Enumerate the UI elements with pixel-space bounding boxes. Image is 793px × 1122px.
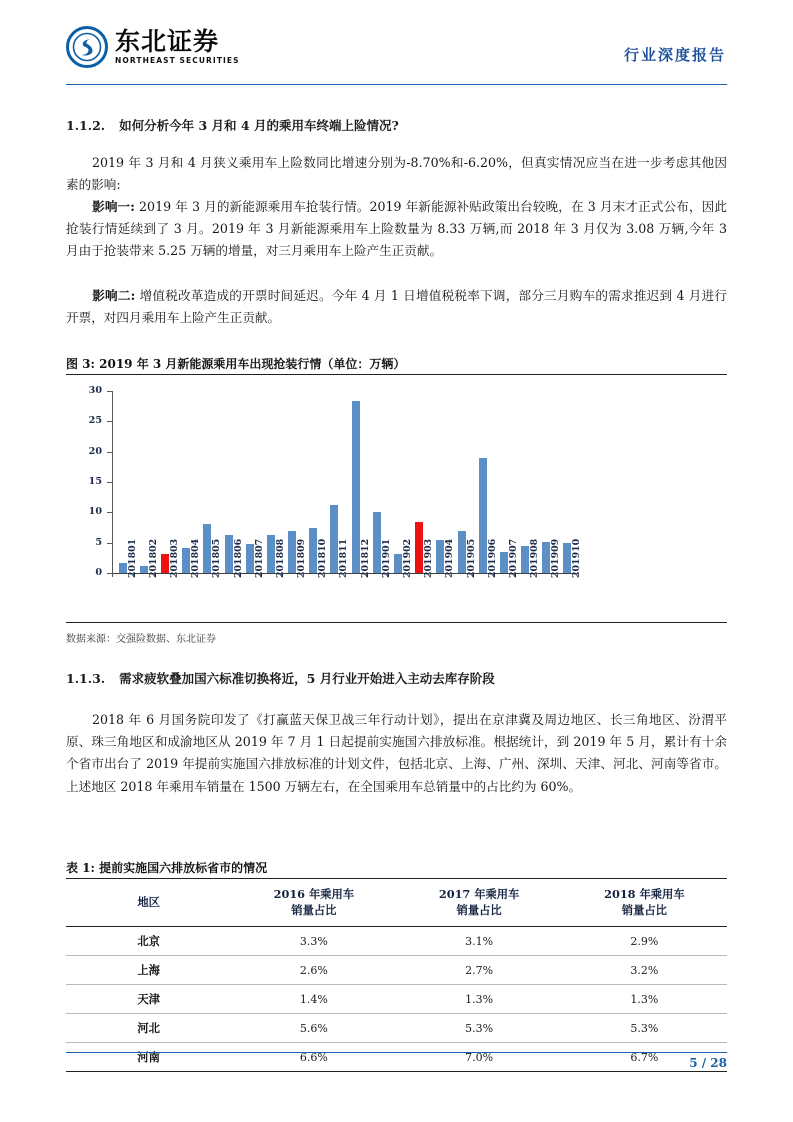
table-header-row — [66, 879, 727, 927]
column-header-2018-line1: 2018 年乘用车 — [604, 887, 685, 901]
column-header-2016-line1: 2016 年乘用车 — [273, 887, 355, 901]
table-1 — [66, 879, 727, 1071]
chart-x-tick-label: 201905 — [465, 538, 477, 578]
chart-x-tick — [430, 573, 431, 577]
chart-bar — [458, 531, 466, 573]
chart-x-tick — [409, 573, 410, 577]
section-heading-112 — [66, 116, 399, 134]
chart-bar — [225, 535, 233, 573]
column-header-2017-line2: 销量占比 — [456, 903, 502, 917]
chart-x-tick — [260, 573, 261, 577]
company-logo — [66, 26, 240, 68]
chart-x-tick-label: 201803 — [168, 538, 180, 578]
table-cell-y2016: 5.6% — [231, 1014, 396, 1043]
chart-x-tick — [557, 573, 558, 577]
chart-y-tick — [107, 482, 113, 483]
paragraph-2-text: 2019 年 3 月的新能源乘用车抢装行情。2019 年新能源补贴政策出台较晚，在 3 月末才正式公布，因此抢装行情延续到了 3 月。2019 年 3 月新能源乘用车上险数量为 8.33 万辆,而 2018 年 3 月仅为 3.08 万辆,今年 3 月由于抢装带来 5.25 万辆的增量，对三月乘用车上险产生正贡献。 — [66, 199, 727, 259]
chart-x-tick — [112, 573, 113, 577]
table-cell-y2017: 5.3% — [397, 1014, 562, 1043]
column-header-2018-line2: 销量占比 — [621, 903, 667, 917]
column-header-2018 — [562, 879, 727, 927]
chart-x-tick — [514, 573, 515, 577]
chart-x-tick-label: 201805 — [211, 538, 223, 578]
exhibit-3-top-rule — [66, 374, 727, 375]
chart-bar — [373, 512, 381, 573]
table-1-bottom-rule — [66, 1071, 727, 1072]
table-cell-y2018: 2.9% — [562, 927, 727, 956]
section-heading-113 — [66, 669, 495, 687]
chart-bar — [500, 552, 508, 573]
column-header-2016 — [231, 879, 396, 927]
chart-bar — [394, 554, 402, 573]
table-cell-y2017: 1.3% — [397, 985, 562, 1014]
chart-y-tick — [107, 512, 113, 513]
table-cell-region: 河北 — [66, 1014, 231, 1043]
chart-x-tick-label: 201904 — [444, 538, 456, 578]
chart-bar — [288, 531, 296, 573]
table-cell-region: 北京 — [66, 927, 231, 956]
paragraph-3-label: 影响二: — [92, 288, 136, 303]
chart-x-tick-label: 201901 — [380, 538, 392, 578]
chart-bar — [161, 554, 169, 573]
paragraph-2-label: 影响一: — [92, 199, 135, 214]
northeast-securities-logo-icon — [66, 26, 108, 68]
chart-bar — [246, 544, 254, 573]
chart-x-tick-label: 201807 — [253, 538, 265, 578]
chart-x-tick — [133, 573, 134, 577]
table-cell-y2016: 2.6% — [231, 956, 396, 985]
column-header-2017-line1: 2017 年乘用车 — [438, 887, 520, 901]
paragraph-1 — [66, 152, 727, 196]
table-cell-y2017: 7.0% — [397, 1043, 562, 1072]
chart-y-tick-label: 10 — [88, 506, 102, 518]
chart-y-tick-label: 20 — [88, 445, 102, 457]
chart-bar — [267, 535, 275, 573]
chart-x-tick — [176, 573, 177, 577]
chart-bar — [140, 566, 148, 573]
table-cell-y2017: 3.1% — [397, 927, 562, 956]
table-row — [66, 1014, 727, 1043]
chart-x-tick — [493, 573, 494, 577]
footer-divider — [66, 1052, 727, 1053]
table-row — [66, 956, 727, 985]
chart-x-tick — [472, 573, 473, 577]
table-cell-y2018: 5.3% — [562, 1014, 727, 1043]
column-header-region — [66, 879, 231, 927]
chart-x-tick — [387, 573, 388, 577]
chart-x-tick — [303, 573, 304, 577]
section-number-113: 1.1.3. — [66, 671, 106, 686]
chart-x-tick — [154, 573, 155, 577]
chart-x-tick — [345, 573, 346, 577]
chart-x-tick — [218, 573, 219, 577]
table-cell-y2018: 3.2% — [562, 956, 727, 985]
table-1-head — [66, 879, 727, 927]
chart-y-tick-label: 0 — [95, 567, 102, 578]
chart-y-tick-label: 15 — [88, 476, 102, 487]
chart-y-tick — [107, 543, 113, 544]
table-1-body — [66, 927, 727, 1072]
table-row — [66, 985, 727, 1014]
chart-x-tick-label: 201909 — [550, 538, 562, 578]
paragraph-2 — [66, 196, 727, 263]
table-row — [66, 927, 727, 956]
exhibit-3-bottom-rule — [66, 622, 727, 623]
report-type-label: 行业深度报告 — [623, 46, 726, 64]
table-cell-region: 上海 — [66, 956, 231, 985]
chart-x-tick — [578, 573, 579, 577]
chart-x-tick — [536, 573, 537, 577]
chart-y-tick-label: 5 — [95, 536, 102, 548]
chart-x-tick-label: 201802 — [147, 538, 159, 578]
paragraph-3-text: 增值税改革造成的开票时间延迟。今年 4 月 1 日增值税税率下调，部分三月购车的需求推迟到 4 月进行开票，对四月乘用车上险产生正贡献。 — [66, 288, 727, 326]
column-header-region-text: 地区 — [137, 895, 160, 909]
chart-y-tick-label: 30 — [88, 385, 102, 396]
chart-x-tick-label: 201903 — [423, 538, 435, 578]
section-number-112: 1.1.2. — [66, 118, 106, 133]
chart-y-tick-label: 25 — [88, 415, 102, 427]
exhibit-3-title: 图 3: 2019 年 3 月新能源乘用车出现抢装行情（单位：万辆） — [66, 357, 406, 371]
table-cell-y2016: 3.3% — [231, 927, 396, 956]
chart-3-bar-chart — [66, 378, 727, 620]
table-cell-y2016: 6.6% — [231, 1043, 396, 1072]
chart-x-tick-label: 201908 — [529, 538, 541, 578]
chart-y-tick — [107, 421, 113, 422]
chart-bar — [182, 548, 190, 573]
table-cell-y2018: 1.3% — [562, 985, 727, 1014]
chart-x-tick — [197, 573, 198, 577]
chart-x-tick-label: 201806 — [232, 538, 244, 578]
logo-company-en: NORTHEAST SECURITIES — [115, 56, 240, 65]
chart-x-tick-label: 201804 — [190, 538, 202, 578]
chart-y-tick — [107, 391, 113, 392]
chart-bar — [479, 458, 487, 573]
chart-x-tick-label: 201812 — [359, 538, 371, 578]
table-1-title: 表 1: 提前实施国六排放标省市的情况 — [66, 861, 268, 875]
chart-x-tick-label: 201907 — [507, 538, 519, 578]
chart-x-tick-label: 201810 — [317, 538, 329, 578]
chart-x-tick-label: 201808 — [274, 538, 286, 578]
table-cell-region: 天津 — [66, 985, 231, 1014]
chart-x-tick — [324, 573, 325, 577]
paragraph-3 — [66, 285, 727, 329]
chart-bar — [415, 522, 423, 573]
table-cell-y2017: 2.7% — [397, 956, 562, 985]
chart-bar — [521, 546, 529, 573]
chart-x-tick-label: 201910 — [571, 538, 583, 578]
section-title-113: 需求疲软叠加国六标准切换将近，5 月行业开始进入主动去库存阶段 — [119, 671, 495, 686]
header-divider — [66, 84, 727, 85]
column-header-2017 — [397, 879, 562, 927]
page-header — [66, 22, 726, 84]
logo-company-cn: 东北证券 — [115, 27, 220, 56]
chart-x-tick-label: 201902 — [401, 538, 413, 578]
chart-bar — [352, 401, 360, 573]
column-header-2016-line2: 销量占比 — [291, 903, 337, 917]
section-title-112: 如何分析今年 3 月和 4 月的乘用车终端上险情况? — [119, 118, 399, 133]
chart-x-tick-label: 201811 — [338, 538, 350, 578]
page-number: 5 / 28 — [689, 1056, 727, 1070]
chart-x-tick-label: 201801 — [126, 538, 138, 578]
logo-text — [115, 28, 240, 66]
chart-x-tick — [366, 573, 367, 577]
chart-x-tick — [281, 573, 282, 577]
chart-x-tick-label: 201906 — [486, 538, 498, 578]
table-cell-y2018: 6.7% — [562, 1043, 727, 1072]
table-cell-region: 河南 — [66, 1043, 231, 1072]
chart-x-tick-label: 201809 — [296, 538, 308, 578]
exhibit-3-source: 数据来源：交强险数据、东北证券 — [66, 634, 216, 645]
chart-x-tick — [451, 573, 452, 577]
table-row — [66, 1043, 727, 1072]
paragraph-1-text: 2019 年 3 月和 4 月狭义乘用车上险数同比增速分别为-8.70%和-6.20%，但真实情况应当在进一步考虑其他因素的影响: — [66, 155, 727, 193]
chart-bar — [119, 563, 127, 573]
table-cell-y2016: 1.4% — [231, 985, 396, 1014]
paragraph-4 — [66, 709, 727, 798]
chart-y-tick — [107, 452, 113, 453]
chart-x-tick — [239, 573, 240, 577]
paragraph-4-text: 2018 年 6 月国务院印发了《打赢蓝天保卫战三年行动计划》，提出在京津冀及周边地区、长三角地区、汾渭平原、珠三角地区和成渝地区从 2019 年 7 月 1 日起提前实施国六排放标准。根据统计，到 2019 年 5 月，累计有十余个省市出台了 2019 年提前实施国六排放标准的计划文件，包括北京、上海、广州、深圳、天津、河北、河南等省市。上述地区 2018 年乘用车销量在 1500 万辆左右，在全国乘用车总销量中的占比约为 60%。 — [66, 712, 727, 794]
